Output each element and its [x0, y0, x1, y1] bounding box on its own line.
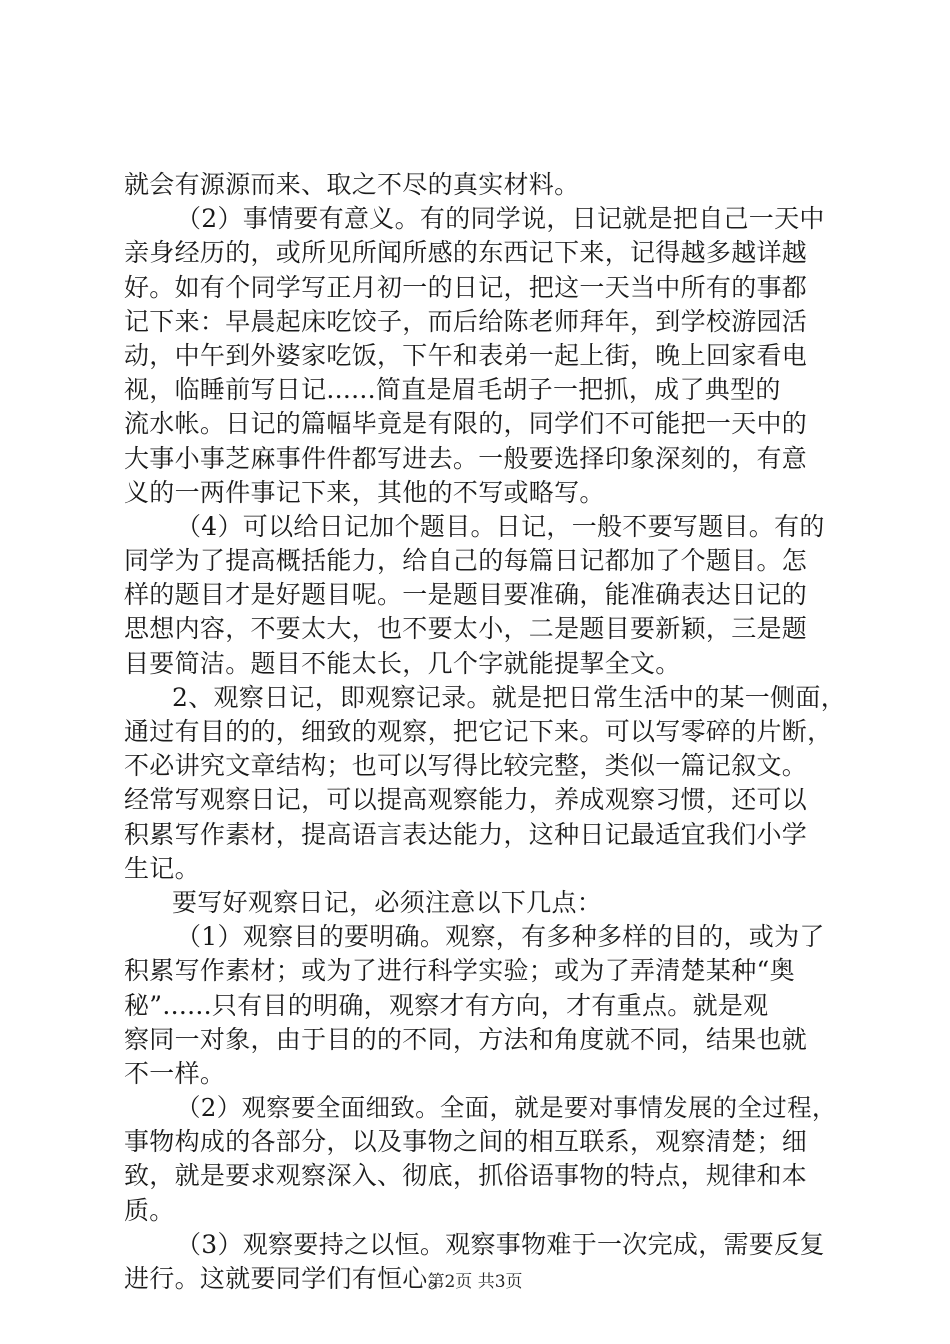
text-line: 秘”......只有目的明确，观察才有方向，才有重点。就是观 [124, 990, 769, 1020]
text-line: 经常写观察日记，可以提高观察能力，养成观察习惯，还可以 [124, 785, 808, 815]
text-line: 动，中午到外婆家吃饭，下午和表弟一起上街，晚上回家看电 [124, 340, 808, 370]
text-line: 通过有目的的，细致的观察，把它记下来。可以写零碎的片断， [124, 717, 833, 746]
text-line: 好。如有个同学写正月初一的日记，把这一天当中所有的事都 [124, 272, 808, 302]
text-line: 不必讲究文章结构；也可以写得比较完整，类似一篇记叙文。 [124, 751, 808, 781]
text-line: 积累写作素材；或为了进行科学实验；或为了弄清楚某种“奥 [124, 956, 795, 986]
text-line: 记下来：早晨起床吃饺子，而后给陈老师拜年，到学校游园活 [124, 306, 808, 336]
text-line: 目要简洁。题目不能太长，几个字就能提挈全文。 [124, 648, 681, 678]
text-line: 察同一对象，由于目的的不同，方法和角度就不同，结果也就 [124, 1024, 808, 1054]
text-line: 同学为了提高概括能力，给自己的每篇日记都加了个题目。怎 [124, 546, 808, 576]
text-line: 视，临睡前写日记......简直是眉毛胡子一把抓，成了典型的 [124, 375, 781, 405]
text-line: 大事小事芝麻事件件都写进去。一般要选择印象深刻的，有意 [124, 443, 808, 473]
text-line: 积累写作素材，提高语言表达能力，这种日记最适宜我们小学 [124, 819, 808, 849]
text-line: 亲身经历的，或所见所闻所感的东西记下来，记得越多越详越 [124, 238, 808, 268]
text-line: 进行。这就要同学们有恒心。 [124, 1264, 453, 1293]
text-line: 质。 [124, 1195, 175, 1225]
text-line: （1）观察目的要明确。观察，有多种多样的目的，或为了 [176, 922, 825, 952]
text-line: （4）可以给日记加个题目。日记，一般不要写题目。有的 [176, 511, 825, 541]
text-line: （2）事情要有意义。有的同学说，日记就是把自己一天中 [176, 204, 825, 234]
text-line: （3）观察要持之以恒。观察事物难于一次完成，需要反复 [176, 1229, 825, 1259]
text-line: 义的一两件事记下来，其他的不写或略写。 [124, 477, 605, 507]
text-line: （2）观察要全面细致。全面，就是要对事情发展的全过程， [176, 1093, 837, 1123]
text-line: 不一样。 [124, 1058, 226, 1088]
text-line: 事物构成的各部分，以及事物之间的相互联系，观察清楚；细 [124, 1127, 808, 1157]
text-line: 要写好观察日记，必须注意以下几点： [172, 887, 603, 917]
text-line: 就会有源源而来、取之不尽的真实材料。 [124, 170, 580, 199]
body-text [124, 168, 847, 1296]
text-line: 生记。 [124, 853, 200, 883]
page-footer: 第2页 共3页 [427, 1272, 523, 1292]
text-line: 2、观察日记，即观察记录。就是把日常生活中的某一侧面， [172, 682, 847, 712]
text-line: 思想内容，不要太大，也不要太小，二是题目要新颖，三是题 [124, 614, 808, 644]
text-line: 流水帐。日记的篇幅毕竟是有限的，同学们不可能把一天中的 [124, 409, 808, 439]
text-line: 致，就是要求观察深入、彻底，抓俗语事物的特点，规律和本 [124, 1161, 808, 1191]
text-line: 样的题目才是好题目呢。一是题目要准确，能准确表达日记的 [124, 580, 808, 610]
